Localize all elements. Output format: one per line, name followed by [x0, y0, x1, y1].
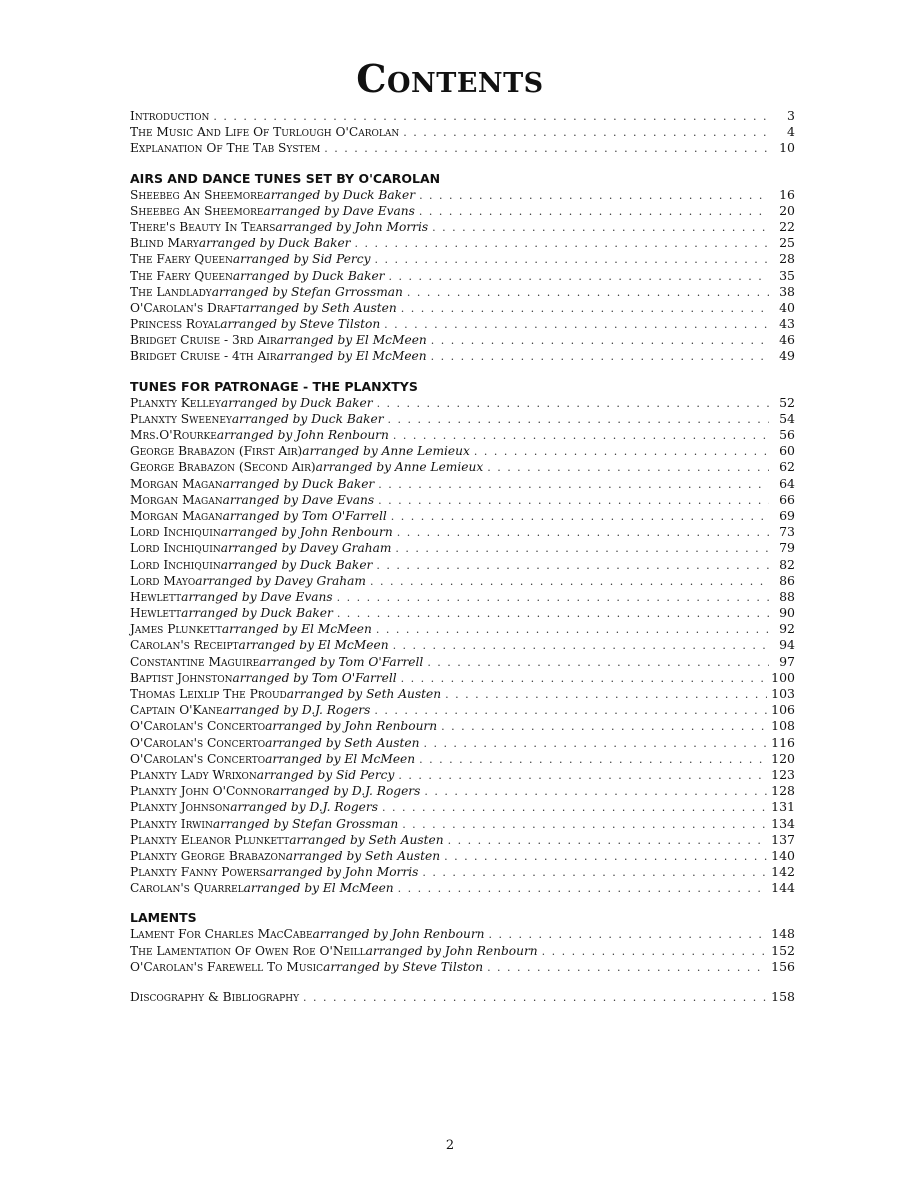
entry-arranger: arranged by John Morris	[275, 219, 429, 234]
entry-arranger: arranged by El McMeen	[276, 349, 427, 364]
entry-title: The Landlady	[130, 284, 212, 299]
entry-page-number: 92	[779, 621, 795, 637]
entry-title: Morgan Magan	[130, 492, 223, 507]
entry-title: Explanation Of The Tab System	[130, 141, 321, 156]
entry-page-number: 142	[771, 864, 795, 880]
leader-dots	[431, 333, 769, 349]
toc-entry[interactable]	[130, 476, 795, 492]
entry-arranger: arranged by Davey Graham	[220, 541, 392, 556]
leader-dots	[419, 188, 769, 204]
leader-dots	[441, 719, 767, 735]
entry-title: James Plunkett	[130, 622, 222, 637]
entry-title: Lament For Charles MacCabe	[130, 927, 313, 942]
entry-arranger: arranged by Duck Baker	[232, 268, 385, 283]
entry-title: Planxty George Brabazon	[130, 848, 286, 863]
entry-title: O'Carolan's Concerto	[130, 719, 266, 734]
leader-dots	[370, 574, 769, 590]
entry-page-number: 20	[779, 202, 795, 218]
entry-page-number: 120	[771, 750, 795, 766]
leader-dots	[378, 477, 769, 493]
toc-entry[interactable]	[130, 540, 795, 556]
toc-entry[interactable]	[130, 235, 795, 251]
leader-dots	[407, 285, 769, 301]
entry-arranger: arranged by John Renbourn	[365, 943, 538, 958]
leader-dots	[391, 509, 769, 525]
entry-arranger: arranged by Duck Baker	[231, 411, 384, 426]
leader-dots	[376, 622, 769, 638]
entry-page-number: 116	[771, 734, 795, 750]
leader-dots	[432, 220, 769, 236]
toc-entry[interactable]	[130, 589, 795, 605]
leader-dots	[376, 558, 769, 574]
leader-dots	[382, 800, 767, 816]
entry-page-number: 148	[771, 926, 795, 942]
entry-title: Baptist Johnston	[130, 670, 233, 685]
toc-entry[interactable]	[130, 411, 795, 427]
leader-dots	[401, 301, 769, 317]
entry-arranger: arranged by D.J. Rogers	[230, 800, 378, 815]
entry-arranger: arranged by John Morris	[265, 865, 419, 880]
entry-page-number: 52	[779, 394, 795, 410]
entry-page-number: 140	[771, 847, 795, 863]
entry-page-number: 46	[779, 332, 795, 348]
toc-entry[interactable]	[130, 621, 795, 637]
toc-entry[interactable]	[130, 557, 795, 573]
entry-title: Sheebeg An Sheemore	[130, 187, 264, 202]
page-title: Contents	[356, 56, 544, 101]
section-heading: TUNES FOR PATRONAGE - THE PLANXTYS	[130, 378, 418, 394]
leader-dots	[423, 736, 767, 752]
entry-title: The Faery Queen	[130, 252, 233, 267]
entry-title: George Brabazon (First Air)	[130, 444, 303, 459]
toc-entry[interactable]	[130, 316, 795, 332]
entry-title: Lord Inchiquin	[130, 557, 221, 572]
entry-title: Mrs.O'Rourke	[130, 428, 217, 442]
entry-page-number: 66	[779, 491, 795, 507]
leader-dots	[422, 865, 767, 881]
entry-page-number: 25	[779, 235, 795, 251]
entry-arranger: arranged by John Renbourn	[216, 428, 389, 442]
toc-entry[interactable]	[130, 926, 795, 942]
toc-entry[interactable]	[130, 140, 795, 156]
entry-page-number: 100	[771, 669, 795, 685]
entry-title: The Faery Queen	[130, 268, 233, 283]
entry-title: Lord Mayo	[130, 573, 196, 588]
leader-dots	[324, 141, 769, 157]
toc-entry[interactable]	[130, 219, 795, 235]
entry-title: Planxty John O'Connor	[130, 784, 273, 799]
toc-entry[interactable]	[130, 332, 795, 348]
entry-arranger: arranged by El McMeen	[221, 622, 372, 637]
entry-title: O'Carolan's Farewell To Music	[130, 959, 324, 974]
entry-page-number: 64	[779, 475, 795, 491]
toc-entry[interactable]	[130, 124, 795, 140]
entry-arranger: arranged by Duck Baker	[263, 187, 416, 202]
toc-entry[interactable]	[130, 508, 795, 524]
toc-entry[interactable]	[130, 799, 795, 815]
entry-title: Planxty Lady Wrixon	[130, 767, 257, 782]
entry-title: Planxty Eleanor Plunkett	[130, 832, 290, 847]
entry-page-number: 97	[779, 653, 795, 669]
toc-entry[interactable]	[130, 943, 795, 959]
entry-arranger: arranged by Steve Tilston	[220, 317, 381, 332]
toc-entry[interactable]	[130, 427, 795, 443]
leader-dots	[384, 317, 769, 333]
leader-dots	[337, 606, 769, 622]
leader-dots	[303, 990, 767, 1006]
toc-entry[interactable]	[130, 864, 795, 880]
entry-page-number: 94	[779, 637, 795, 653]
toc-entry[interactable]	[130, 637, 795, 653]
entry-title: Morgan Magan	[130, 508, 223, 523]
leader-dots	[213, 109, 769, 125]
entry-page-number: 10	[779, 140, 795, 156]
toc-entry[interactable]	[130, 702, 795, 718]
entry-page-number: 73	[779, 524, 795, 540]
entry-page-number: 49	[779, 348, 795, 364]
leader-dots	[431, 349, 769, 365]
toc-entry[interactable]	[130, 767, 795, 783]
entry-page-number: 62	[779, 459, 795, 475]
entry-arranger: arranged by Tom O'Farrell	[222, 508, 387, 523]
entry-page-number: 108	[771, 718, 795, 734]
leader-dots	[444, 849, 767, 865]
entry-title: There's Beauty In Tears	[130, 219, 276, 234]
entry-arranger: arranged by John Renbourn	[265, 719, 438, 734]
entry-arranger: arranged by Dave Evans	[222, 492, 375, 507]
toc-entry[interactable]	[130, 670, 795, 686]
entry-page-number: 158	[771, 989, 795, 1004]
entry-page-number: 137	[771, 831, 795, 847]
leader-dots	[337, 590, 769, 606]
entry-arranger: arranged by Tom O'Farrell	[259, 654, 424, 669]
entry-title: Carolan's Quarrel	[130, 881, 244, 896]
section-spacer	[130, 975, 795, 989]
entry-page-number: 79	[779, 540, 795, 556]
entry-page-number: 60	[779, 443, 795, 459]
entry-title: George Brabazon (Second Air)	[130, 460, 316, 475]
toc-entry[interactable]	[130, 573, 795, 589]
entry-page-number: 38	[779, 283, 795, 299]
toc-entry[interactable]	[130, 300, 795, 316]
toc-entry[interactable]	[130, 251, 795, 267]
entry-arranger: arranged by D.J. Rogers	[272, 784, 421, 799]
leader-dots	[397, 525, 769, 541]
toc-entry[interactable]	[130, 816, 795, 832]
toc-entry[interactable]	[130, 203, 795, 219]
toc-entry[interactable]	[130, 783, 795, 799]
leader-dots	[401, 671, 767, 687]
toc-entry[interactable]	[130, 605, 795, 621]
leader-dots	[427, 655, 769, 671]
toc-entry[interactable]	[130, 959, 795, 975]
entry-page-number: 16	[779, 186, 795, 202]
entry-page-number: 144	[771, 880, 795, 896]
entry-title: Lord Inchiquin	[130, 525, 221, 540]
entry-title: Planxty Irwin	[130, 816, 213, 831]
page-number: 2	[445, 1138, 455, 1153]
toc-entry[interactable]	[130, 268, 795, 284]
entry-title: The Music And Life Of Turlough O'Carolan	[130, 125, 400, 140]
leader-dots	[419, 752, 767, 768]
entry-page-number: 88	[779, 588, 795, 604]
entry-arranger: arranged by Davey Graham	[195, 573, 366, 588]
leader-dots	[388, 412, 769, 428]
entry-title: Introduction	[130, 109, 210, 123]
entry-arranger: arranged by Duck Baker	[181, 606, 333, 621]
entry-title: Bridget Cruise - 4th Air	[130, 349, 277, 364]
entry-arranger: arranged by Duck Baker	[198, 236, 351, 251]
entry-arranger: arranged by Dave Evans	[263, 203, 415, 218]
entry-page-number: 54	[779, 410, 795, 426]
toc-entry[interactable]	[130, 989, 795, 1005]
entry-page-number: 56	[779, 427, 795, 442]
leader-dots	[355, 236, 769, 252]
entry-arranger: arranged by Anne Lemieux	[315, 460, 484, 475]
toc-entry[interactable]	[130, 395, 795, 411]
entry-page-number: 156	[771, 958, 795, 974]
leader-dots	[448, 833, 768, 849]
leader-dots	[419, 204, 769, 220]
leader-dots	[403, 125, 769, 141]
entry-title: Hewlett	[130, 606, 182, 621]
toc-entry[interactable]	[130, 284, 795, 300]
entry-page-number: 22	[779, 218, 795, 234]
entry-page-number: 103	[771, 686, 795, 701]
entry-title: Carolan's Receipt	[130, 638, 239, 653]
entry-arranger: arranged by Seth Austen	[286, 687, 442, 701]
entry-page-number: 82	[779, 556, 795, 572]
toc-entry[interactable]	[130, 459, 795, 475]
entry-title: Princess Royal	[130, 317, 221, 332]
entry-page-number: 90	[779, 605, 795, 621]
entry-arranger: arranged by El McMeen	[265, 751, 416, 766]
leader-dots	[542, 944, 768, 960]
entry-page-number: 43	[779, 316, 795, 332]
entry-page-number: 106	[771, 702, 795, 718]
entry-page-number: 86	[779, 572, 795, 588]
toc-entry[interactable]	[130, 108, 795, 124]
entry-arranger: arranged by John Renbourn	[220, 525, 393, 540]
entry-page-number: 3	[787, 108, 795, 123]
entry-arranger: arranged by Seth Austen	[285, 848, 441, 863]
entry-arranger: arranged by John Renbourn	[312, 927, 485, 942]
toc-entry[interactable]	[130, 880, 795, 896]
leader-dots	[395, 541, 769, 557]
toc-entry[interactable]	[130, 848, 795, 864]
leader-dots	[424, 784, 767, 800]
entry-arranger: arranged by Sid Percy	[232, 252, 371, 267]
entry-page-number: 28	[779, 251, 795, 267]
entry-title: O'Carolan's Draft	[130, 300, 243, 315]
toc-entry[interactable]	[130, 751, 795, 767]
entry-title: Planxty Sweeney	[130, 411, 232, 426]
entry-title: Bridget Cruise - 3rd Air	[130, 333, 277, 348]
toc-entry[interactable]	[130, 735, 795, 751]
leader-dots	[374, 703, 767, 719]
entry-arranger: arranged by Dave Evans	[181, 589, 333, 604]
section-heading: AIRS AND DANCE TUNES SET BY O'CAROLAN	[130, 170, 441, 186]
toc-entry[interactable]	[130, 832, 795, 848]
toc-entry[interactable]	[130, 654, 795, 670]
leader-dots	[487, 460, 769, 476]
entry-page-number: 69	[779, 507, 795, 523]
entry-title: Constantine Maguire	[130, 654, 260, 669]
leader-dots	[389, 269, 770, 285]
toc-entry[interactable]	[130, 492, 795, 508]
entry-page-number: 152	[771, 942, 795, 958]
entry-title: The Lamentation Of Owen Roe O'Neill	[130, 943, 366, 958]
leader-dots	[487, 960, 767, 976]
entry-title: Discography & Bibliography	[130, 990, 300, 1004]
entry-arranger: arranged by El McMeen	[238, 638, 389, 653]
entry-arranger: arranged by Duck Baker	[220, 395, 373, 410]
entry-arranger: arranged by Duck Baker	[222, 476, 375, 491]
leader-dots	[489, 927, 768, 943]
leader-dots	[377, 396, 769, 412]
leader-dots	[393, 428, 769, 444]
entry-arranger: arranged by Tom O'Farrell	[232, 670, 397, 685]
entry-title: Morgan Magan	[130, 476, 223, 491]
entry-title: Sheebeg An Sheemore	[130, 203, 264, 218]
entry-title: Thomas Leixlip The Proud	[130, 687, 287, 701]
entry-arranger: arranged by El McMeen	[276, 333, 427, 348]
entry-page-number: 134	[771, 815, 795, 831]
entry-arranger: arranged by Steve Tilston	[323, 959, 484, 974]
entry-arranger: arranged by Seth Austen	[265, 735, 420, 750]
entry-title: Planxty Johnson	[130, 800, 231, 815]
entry-title: Hewlett	[130, 589, 182, 604]
toc-entry[interactable]	[130, 443, 795, 459]
entry-arranger: arranged by Sid Percy	[256, 767, 395, 782]
entry-arranger: arranged by D.J. Rogers	[222, 703, 371, 718]
entry-page-number: 4	[787, 124, 795, 140]
entry-title: Planxty Fanny Powers	[130, 865, 266, 880]
entry-arranger: arranged by Seth Austen	[242, 300, 397, 315]
entry-page-number: 123	[771, 766, 795, 782]
toc-entry[interactable]	[130, 686, 795, 702]
leader-dots	[398, 881, 768, 897]
entry-arranger: arranged by Stefan Grrossman	[211, 284, 403, 299]
leader-dots	[474, 444, 769, 460]
leader-dots	[402, 817, 767, 833]
toc-entry[interactable]	[130, 348, 795, 364]
leader-dots	[374, 252, 769, 268]
entry-page-number: 131	[771, 799, 795, 815]
entry-title: O'Carolan's Concerto	[130, 735, 266, 750]
leader-dots	[445, 687, 767, 703]
toc-entry[interactable]	[130, 524, 795, 540]
entry-title: Planxty Kelley	[130, 395, 221, 410]
entry-arranger: arranged by Stefan Grossman	[212, 816, 399, 831]
entry-title: Captain O'Kane	[130, 703, 223, 718]
table-of-contents	[130, 108, 795, 1005]
entry-title: O'Carolan's Concerto	[130, 751, 266, 766]
entry-title: Lord Inchiquin	[130, 541, 221, 556]
entry-title: Blind Mary	[130, 236, 199, 251]
section-heading: LAMENTS	[130, 910, 197, 926]
leader-dots	[398, 768, 767, 784]
toc-entry[interactable]	[130, 187, 795, 203]
entry-arranger: arranged by Anne Lemieux	[302, 444, 470, 459]
entry-arranger: arranged by El McMeen	[243, 881, 394, 896]
leader-dots	[393, 638, 769, 654]
entry-arranger: arranged by Seth Austen	[289, 832, 444, 847]
entry-page-number: 35	[779, 267, 795, 283]
entry-arranger: arranged by Duck Baker	[220, 557, 373, 572]
toc-entry[interactable]	[130, 718, 795, 734]
entry-page-number: 128	[771, 783, 795, 799]
entry-page-number: 40	[779, 299, 795, 315]
leader-dots	[378, 493, 769, 509]
